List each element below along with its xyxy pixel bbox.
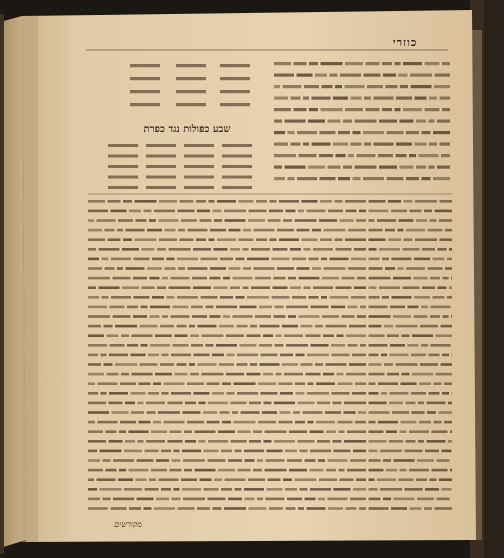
table-bottom-cell (108, 161, 138, 171)
paragraph-line (274, 150, 450, 161)
commentary-line (88, 206, 452, 215)
page-header-title: כוזרי (392, 36, 418, 49)
table-top-cell (176, 99, 206, 110)
commentary-line (88, 455, 452, 464)
table-top-cell (220, 60, 250, 71)
table-bottom-cell (108, 172, 138, 182)
commentary-line (88, 474, 452, 483)
table-bottom-cell (108, 182, 138, 192)
commentary-line (88, 302, 452, 311)
commentary-line (88, 215, 452, 224)
commentary-line (88, 330, 452, 339)
table-bottom-cell (146, 161, 176, 171)
table-top-cell (176, 73, 206, 84)
table-bottom-cell (146, 172, 176, 182)
table-top-cell (130, 86, 160, 97)
table-top-cell (130, 60, 160, 71)
paragraph-line (274, 127, 450, 138)
table-bottom-cell (222, 140, 252, 150)
commentary-line (88, 436, 452, 445)
commentary-line (88, 388, 452, 397)
commentary-line (88, 407, 452, 416)
commentary-line (88, 446, 452, 455)
commentary-line (88, 369, 452, 378)
commentary-line (88, 465, 452, 474)
paragraph-line (274, 70, 450, 81)
paragraph-line (274, 93, 450, 104)
commentary-line (88, 503, 452, 512)
table-bottom-cell (184, 151, 214, 161)
table-top-cell (220, 99, 250, 110)
table-bottom-cell (146, 151, 176, 161)
paragraph-line (274, 104, 450, 115)
table-top-cell (220, 73, 250, 84)
table-bottom-cell (222, 172, 252, 182)
table-top-cell (220, 86, 250, 97)
table-bottom-cell (184, 161, 214, 171)
paragraph-line (274, 81, 450, 92)
table-bottom-cell (146, 140, 176, 150)
commentary-line (88, 494, 452, 503)
commentary-line (88, 254, 452, 263)
commentary-line (88, 225, 452, 234)
commentary-line (88, 263, 452, 272)
commentary-line (88, 273, 452, 282)
table-top-cell (130, 73, 160, 84)
table-bottom-cell (222, 161, 252, 171)
table-bottom-cell (146, 182, 176, 192)
table-top-cell (176, 86, 206, 97)
paragraph-line (274, 162, 450, 173)
table-bottom-cell (108, 151, 138, 161)
commentary-line (88, 398, 452, 407)
commentary-line (88, 378, 452, 387)
commentary-line (88, 426, 452, 435)
table-bottom-cell (222, 151, 252, 161)
commentary-line (88, 292, 452, 301)
table-bottom-cell (222, 182, 252, 192)
commentary-line (88, 484, 452, 493)
commentary-line (88, 350, 452, 359)
paragraph-line (274, 173, 450, 184)
commentary-line (88, 234, 452, 243)
commentary-line (88, 196, 452, 205)
paragraph-line (274, 58, 450, 69)
commentary-line (88, 321, 452, 330)
commentary-line (88, 311, 452, 320)
table-bottom-cell (108, 140, 138, 150)
table-bottom-cell (184, 140, 214, 150)
table-bottom-cell (184, 182, 214, 192)
commentary-line (88, 417, 452, 426)
catchword: מקורשים (114, 520, 142, 529)
paragraph-line (274, 139, 450, 150)
commentary-line (88, 340, 452, 349)
commentary-line (88, 359, 452, 368)
table-bottom-cell (184, 172, 214, 182)
section-title: שבע כפולות נגד כפרת (143, 124, 231, 135)
paragraph-line (274, 116, 450, 127)
table-top-cell (176, 60, 206, 71)
commentary-line (88, 244, 452, 253)
table-top-cell (130, 99, 160, 110)
commentary-line (88, 282, 452, 291)
